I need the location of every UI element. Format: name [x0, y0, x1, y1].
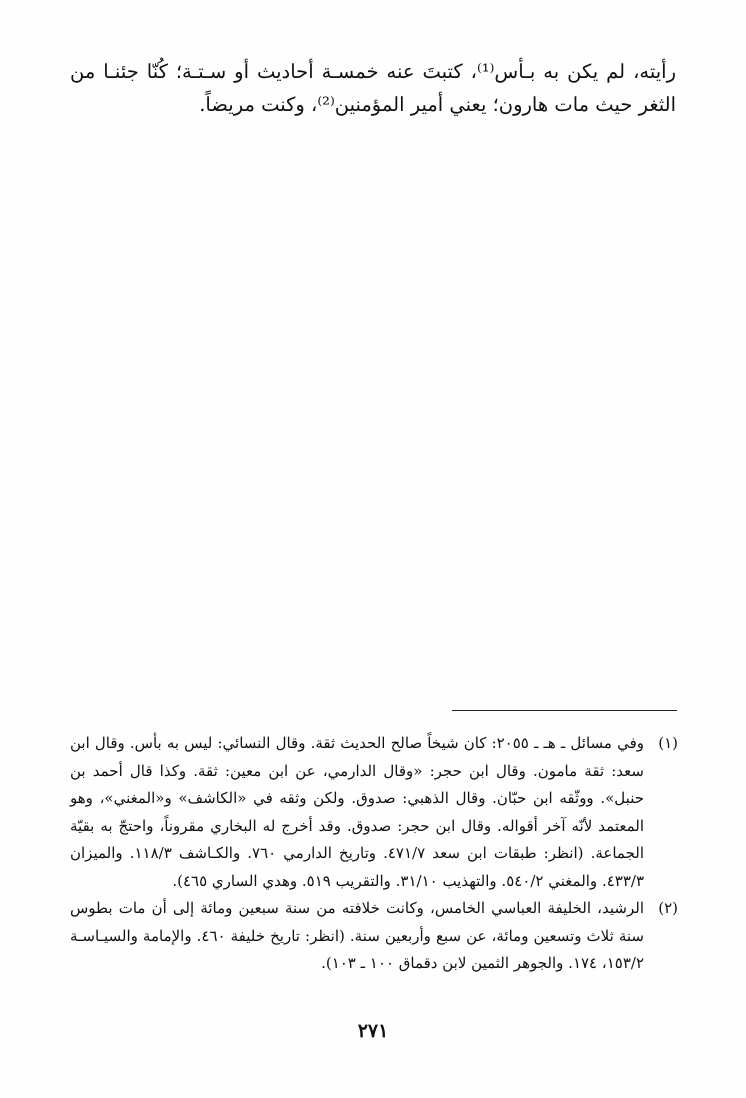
footnote-2-text: الرشيد، الخليفة العباسي الخامس، وكانت خلافته من سنة سبعين ومائة إلى أن مات بطوس سنة ثلاث وتسعين ومائة، عن سبع وأربعين سنة. (انظر: تاريخ خليفة ٤٦٠. والإمامة والسيـاسـة ١٥٣/٢، ١٧٤. والجوهر الثمين لابن دقماق ١٠٠ ـ ١٠٣). [70, 899, 644, 972]
footnote-2 [70, 895, 678, 978]
page-number: ٢٧١ [357, 1020, 389, 1042]
footnote-separator [452, 710, 677, 711]
footnote-1 [70, 730, 678, 895]
footnote-2-number: (٢) [658, 899, 678, 917]
footnotes-section [70, 730, 678, 978]
main-text-block [70, 55, 676, 121]
footnote-1-number: (١) [658, 734, 678, 752]
footnote-1-text: وفي مسائل ـ هـ ـ ٢٠٥٥: كان شيخاً صالح الحديث ثقة. وقال النسائي: ليس به بأس. وقال ابن سعد: ثقة مامون. وقال ابن حجر: «وقال الدارمي، عن ابن معين: ثقة. وكذا قال أحمد بن حنبل». ووثّقه ابن حبّان. وقال الذهبي: صدوق. ولكن وثقه في «الكاشف» و«المغني»، وهو المعتمد لأنّه آخر أقواله. وقال ابن حجر: صدوق. وقد أخرج له البخاري مقروناً، واحتجّ به بقيّة الجماعة. (انظر: طبقات ابن سعد ٤٧١/٧. وتاريخ الدارمي ٧٦٠. والكـاشف ١١٨/٣. والميزان ٤٣٣/٣. والمغني ٥٤٠/٢. والتهذيب ٣١/١٠. والتقريب ٥١٩. وهدي الساري ٤٦٥). [70, 734, 644, 890]
main-paragraph: رأيته، لم يكن به بـأس⁽¹⁾، كتبتَ عنه خمسـة أحاديث أو سـتـة؛ كُنّا جئنـا من الثغر حيث مات هارون؛ يعني أمير المؤمنين⁽²⁾، وكنت مريضاً. [70, 60, 676, 116]
